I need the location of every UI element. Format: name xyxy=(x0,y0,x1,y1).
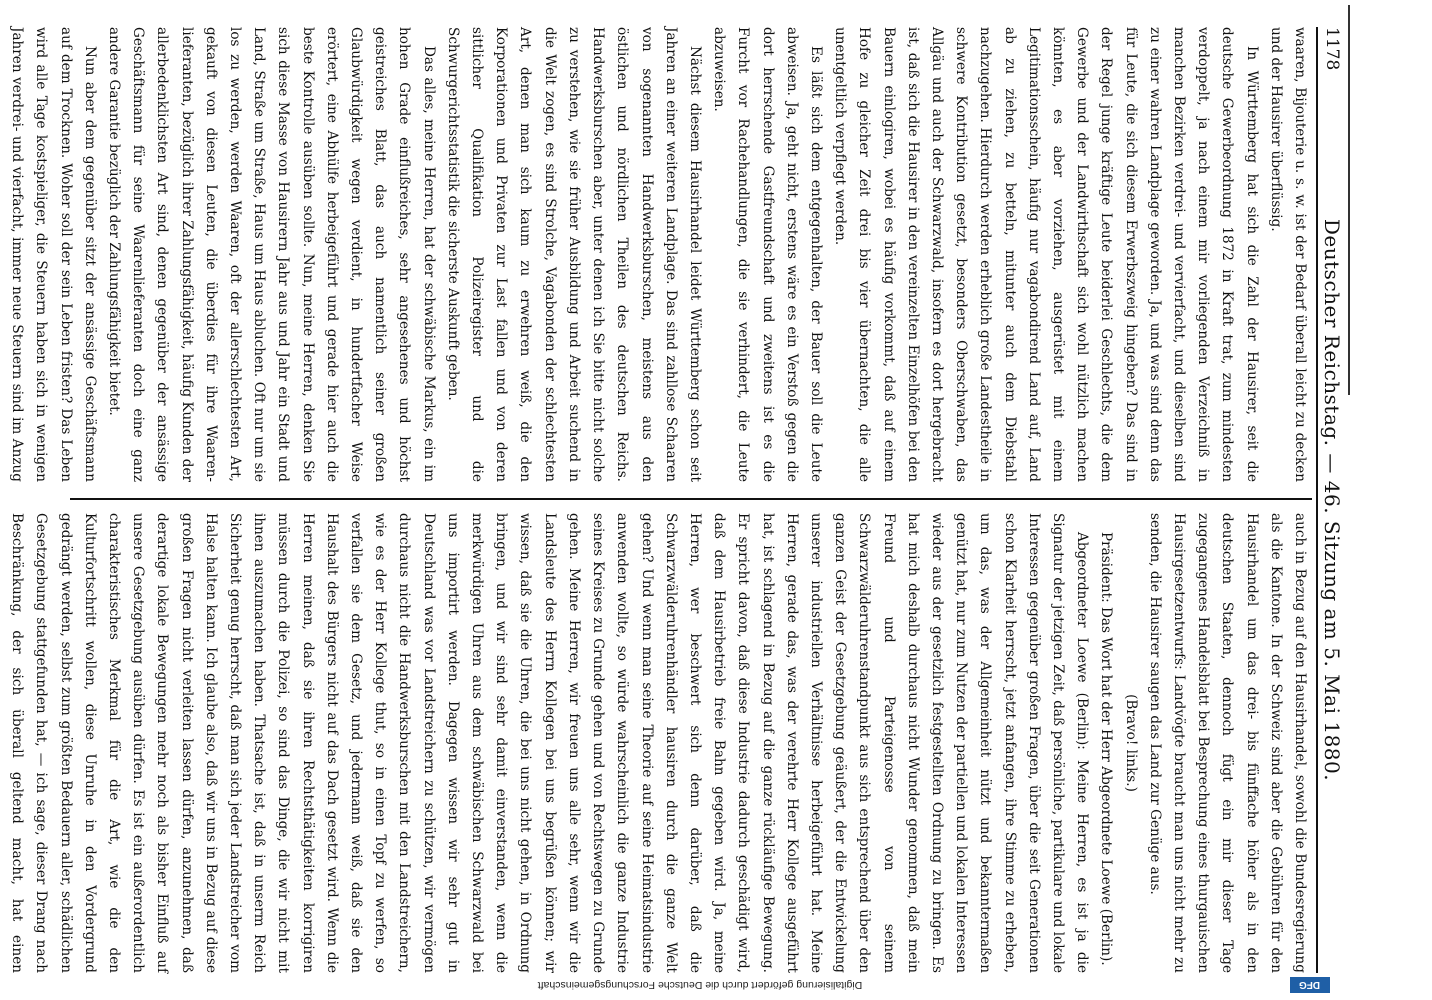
digitization-note: Digitalisierung gefördert durch die Deutsche Forschungsgemeinschaft xyxy=(537,979,863,991)
scan-edge-line xyxy=(1348,5,1350,395)
left-paragraph: In Württemberg hat sich die Zahl der Hausirer, seit die deutsche Gewerbeordnung 1872 in Kraft trat, zum mindesten verdoppelt, ja nach einem mir vorliegenden Verzeichniß in manchen Bezirken verdrei- und vervierfacht, und dieselben sind zu einer wahren Landplage geworden. Ja, und was sind denn das für Leute, die sich diesem Erwerbszweig hingeben? Das sind in der Regel junge kräftige Leute beiderlei Geschlechts, die dem Gewerbe und der Landwirthschaft sich wohl nützlich machen könnten, es aber vorziehen, ausgerüstet mit einem Legitimationsschein, häufig nur vagabondirend Land auf, Land ab zu ziehen, zu betteln, mitunter auch dem Diebstahl nachzugehen. Hierdurch werden erheblich große Landestheile in schwere Kontribution gesetzt, besonders Oberschwaben, das Allgäu und auch der Schwarzwald, insofern es dort hergebracht ist, daß sich die Hausirer in den vereinzelten Einzelhöfen bei den Bauern einlogiren, wobei es häufig vorkommt, daß auf einem Hofe zu gleicher Zeit drei bis vier übernachten, die alle unentgeltlich verpflegt werden. xyxy=(832,27,1260,482)
applause-note: (Bravo! links.) xyxy=(1122,694,1139,792)
digitization-sidebar xyxy=(70,977,1330,993)
left-column xyxy=(9,27,1312,482)
left-paragraph: waaren, Bijouterie u. s. w. ist der Bedarf überall leicht zu decken und der Hausirer überflüssig. xyxy=(1267,27,1308,482)
president-remark: Präsident: Das Wort hat der Herr Abgeordnete Loewe (Berlin). xyxy=(1098,532,1115,966)
left-paragraph: Es läßt sich dem entgegenhalten, der Bauer soll die Leute abweisen. Ja, geht nicht, erstens wäre es ein Verstoß gegen die dort herrschende Gastfreundschaft und zweitens ist es die Furcht vor Rachehandlungen, die sie verhindert, die Leute abzuweisen. xyxy=(711,27,824,482)
page-header xyxy=(1316,27,1344,973)
running-title: Deutscher Reichstag. — 46. Sitzung am 5. Mai 1880. xyxy=(1320,218,1344,782)
rotated-scanned-page xyxy=(9,5,1350,995)
page-number: 1178 xyxy=(1322,27,1342,71)
left-paragraph: Nun aber dem gegenüber sitzt der ansässige Geschäftsmann auf dem Trocknen. Woher soll der sein Leben fristen? Das Leben wird alle Tage kostspieliger, die Steuern haben sich in wenigen Jahren verdrei- und vierfacht, immer neue Steuern sind im Anzug xyxy=(9,27,98,482)
dfg-logo: DFG xyxy=(1290,977,1330,993)
right-paragraph: auch in Bezug auf den Hausirhandel, sowohl die Bundesregierung als die Kantone. In der Schweiz sind aber die Gebühren für den Hausirhandel um das drei- bis fünffache höher als in den deutschen Staaten, dennoch fügt ein mir dieser Tage zugegangenes Handelsblatt bei Besprechung eines thurgauischen Hausirgesetzentwurfs: Landvögte braucht man uns nicht mehr zu senden, die Hausirer saugen das Land zur Genüge aus. xyxy=(1146,513,1308,973)
right-column xyxy=(9,513,1312,973)
left-paragraph: Das alles, meine Herren, hat der schwäbische Markus, ein im hohen Grade einflußreiches, sehr angesehenes und höchst geistreiches Blatt, das auch namentlich seiner großen Glaubwürdigkeit wegen verdient, in hundertfacher Weise erörtert, eine Abhülfe herbeigeführt und gerade hier auch die beste Kontrolle ausüben sollte. Nun, meine Herren, denken Sie sich diese Masse von Hausirern Jahr aus und Jahr ein Stadt und Land, Straße um Straße, Haus um Haus abluchen. Oft nur um sie los zu werden, werden Waaren, oft der allerschlechtesten Art, gekauft von diesen Leuten, die überdies für ihre Waaren-lieferanten, bezüglich ihrer Zahlungsfähigkeit, häufig Kunden der allerbedenklichsten Art sind, denen gegenüber der ansässige Geschäftsmann für seine Waarenlieferanten doch eine ganz andere Garantie bezüglich der Zahlungsfähigkeit bietet. xyxy=(106,27,437,482)
column-divider xyxy=(70,498,1312,500)
left-paragraph: Nächst diesem Hausirhandel leidet Württemberg schon seit Jahren an einer weiteren Landplage. Das sind zahllose Schaaren von sogenannten Handwerksburschen, meistens aus den östlichen und nördlichen Theilen des deutschen Reichs. Handwerksburschen aber, unter denen ich Sie bitte nicht solche zu verstehen, wie sie früher Ausbildung und Arbeit suchend in die Welt zogen, es sind Strolche, Vagabonden der schlechtesten Art, denen man sich kaum zu erwehren weiß, die den Korporationen und Privaten zur Last fallen und von deren sittlicher Qualifikation Polizeiregister und die Schwurgerichtsstatistik die sicherste Auskunft geben. xyxy=(444,27,703,482)
right-paragraph: Abgeordneter Loewe (Berlin): Meine Herren, es ist ja die Signatur der jetzigen Zeit, daß persönliche, partikulare und lokale Interessen gegenüber großen Fragen, über die seit Generationen schon Klarheit herrscht, jetzt anfangen, ihre Stimme zu erheben, um das, was der Allgemeinheit nützt und bekanntermaßen genützt hat, nur zum Nutzen der partiellen und lokalen Interessen wieder aus der gesetzlich festgestellten Ordnung zu bringen. Es hat mich deshalb durchaus nicht Wunder genommen, daß mein Freund und Parteigenosse von seinem Schwarzwälderuhrenstandpunkt aus sich entsprechend über den ganzen Geist der Gesetzgebung geäußert, der die Entwickelung unserer industriellen Verhältnisse herbeigeführt hat. Meine Herren, gerade das, was der verehrte Herr Kollege ausgeführt hat, ist schlagend in Bezug auf die ganze rückläufige Bewegung. Er spricht davon, daß diese Industrie dadurch geschädigt wird, daß dem Hausirbetrieb freie Bahn gegeben wird. Ja, meine Herren, wer beschwert sich denn darüber, daß die Schwarzwälderuhrenhändler hausiren durch die ganze Welt gehen? Und wenn man seine Theorie auf seine Heimatsindustrie anwenden wollte, so würde wahrscheinlich die ganze Industrie seines Kreises zu Grunde gehen und von Rechtswegen zu Grunde gehen. Meine Herren, wir freuen uns alle sehr, wenn wir die Landsleute des Herrn Kollegen bei uns begrüßen können; wir wissen, daß sie die Uhren, die bei uns nicht gehen, in Ordnung bringen, und wir sind sehr damit einverstanden, wenn die merkwürdigen Uhren aus dem schwäbischen Schwarzwald bei uns importirt werden. Dagegen wissen wir sehr gut in Deutschland was vor Landstreichern zu schützen, wir vermögen durchaus nicht die Handwerksburschen mit den Landstreichern, wie es der Herr Kollege thut, so in einen Topf zu werfen, so verfallen sie dem Gesetz, und jedermann weiß, daß sie den Haushalt des Bürgers nicht auf das Dach gesetzt wird. Wenn die Herren meinen, daß sie ihren Rechtsthätigkeiten korrigiren müssen durch die Polizei, so sind das Dinge, die wir nicht mit ihnen auszumachen haben. Thatsache ist, daß in unserm Reich Sicherheit genug herrscht, daß man sich jeder Landstreicher vom Halse halten kann. Ich glaube also, daß wir uns in Bezug auf diese großen Fragen nicht verleiten lassen dürfen, anzunehmen, daß derartige lokale Bewegungen mehr noch als bisher Einfluß auf unsere Gesetzgebung ausüben dürfen. Es ist ein außerordentlich charakteristisches Merkmal für die Art, wie die den Kulturfortschritt wollen, diese Unruhe in den Vordergrund gedrängt werden, selbst zum größten Bedauern aller, schädlichen Gesetzgebung stattgefunden hat, — ich sage, dieser Drang nach Beschränkung, der sich überall geltend macht, hat einen xyxy=(9,513,1091,973)
